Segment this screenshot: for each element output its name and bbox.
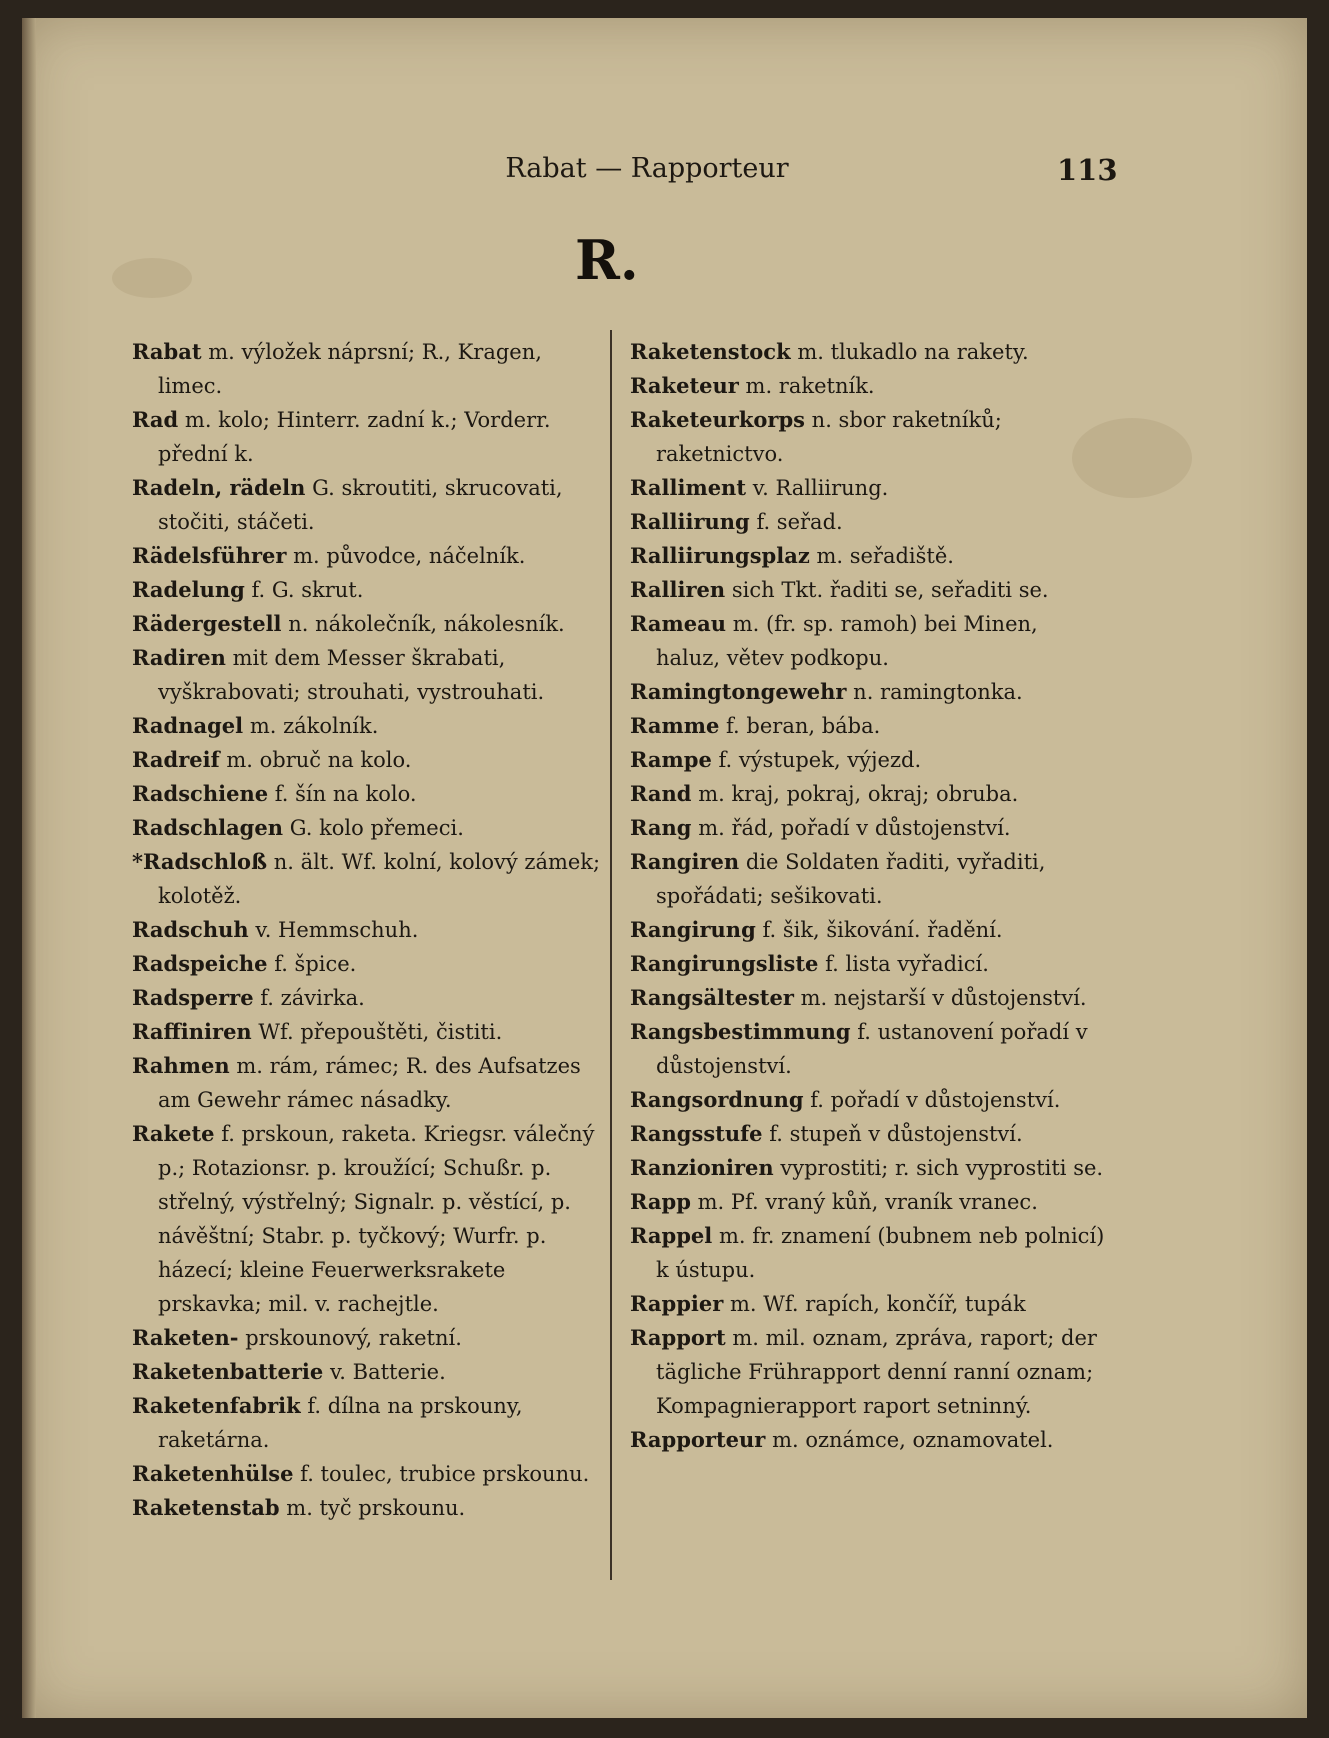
entry-headword: Rangiren: [630, 849, 740, 874]
entry-headword: Radsperre: [132, 985, 254, 1010]
dictionary-entry: [132, 573, 612, 607]
dictionary-entry: [630, 1015, 1105, 1083]
dictionary-entry: [132, 607, 612, 641]
entry-definition: n. sbor raketníků; raketnictvo.: [656, 408, 1002, 466]
dictionary-entry: [630, 573, 1105, 607]
dictionary-entry: [132, 1015, 612, 1049]
dictionary-entry: [630, 743, 1105, 777]
entry-definition: sich Tkt. řaditi se, seřaditi se.: [731, 578, 1049, 602]
entry-definition: f. beran, bába.: [726, 714, 881, 738]
entry-headword: Raketenfabrik: [132, 1393, 301, 1418]
entry-headword: *Radschloß: [132, 849, 268, 874]
entry-definition: mit dem Messer škrabati, vyškrabovati; strouhati, vystrouhati.: [158, 646, 545, 704]
entry-definition: vyprostiti; r. sich vyprostiti se.: [780, 1156, 1104, 1180]
dictionary-entry: [132, 743, 612, 777]
entry-definition: m. kraj, pokraj, okraj; obruba.: [698, 782, 1019, 806]
entry-definition: Wf. přepouštěti, čistiti.: [258, 1020, 503, 1044]
dictionary-entry: [132, 641, 612, 709]
entry-headword: Rabat: [132, 339, 202, 364]
left-column: [132, 335, 612, 1525]
entry-headword: Rappier: [630, 1291, 724, 1316]
entry-definition: n. nákolečník, nákolesník.: [288, 612, 565, 636]
entry-headword: Radreif: [132, 747, 220, 772]
dictionary-entry: [132, 811, 612, 845]
entry-definition: m. řád, pořadí v důstojenství.: [698, 816, 1011, 840]
entry-definition: m. oznámce, oznamovatel.: [772, 1428, 1054, 1452]
entry-definition: n. ramingtonka.: [853, 680, 1023, 704]
entry-headword: Raketenbatterie: [132, 1359, 324, 1384]
entry-headword: Rädelsführer: [132, 543, 287, 568]
entry-definition: G. kolo přemeci.: [289, 816, 464, 840]
entry-headword: Rapporteur: [630, 1427, 766, 1452]
running-head: Rabat — Rapporteur: [505, 153, 789, 184]
dictionary-entry: [630, 811, 1105, 845]
dictionary-entry: [132, 845, 612, 913]
dictionary-entry: [630, 1321, 1105, 1423]
entry-definition: f. seřad.: [756, 510, 843, 534]
entry-headword: Rangirungsliste: [630, 951, 819, 976]
entry-headword: Ralliirung: [630, 509, 750, 534]
entry-headword: Rädergestell: [132, 611, 282, 636]
dictionary-entry: [132, 1321, 612, 1355]
entry-headword: Rad: [132, 407, 179, 432]
entry-definition: v. Ralliirung.: [752, 476, 889, 500]
entry-definition: m. zákolník.: [249, 714, 379, 738]
dictionary-entry: [132, 947, 612, 981]
entry-definition: m. tyč prskounu.: [286, 1496, 466, 1520]
entry-definition: m. Wf. rapích, končíř, tupák: [730, 1292, 1026, 1316]
entry-headword: Ralliren: [630, 577, 726, 602]
entry-headword: Radiren: [132, 645, 226, 670]
entry-definition: f. dílna na prskouny, raketárna.: [158, 1394, 523, 1452]
entry-headword: Radschiene: [132, 781, 269, 806]
dictionary-entry: [630, 369, 1105, 403]
dictionary-entry: [132, 777, 612, 811]
entry-headword: Rappel: [630, 1223, 713, 1248]
entry-headword: Rahmen: [132, 1053, 230, 1078]
entry-definition: m. mil. oznam, zpráva, raport; der tägliche Frührapport denní ranní oznam; Kompagnierapport raport setninný.: [656, 1326, 1097, 1418]
entry-definition: m. fr. znamení (bubnem neb polnicí) k ústupu.: [656, 1224, 1105, 1282]
entry-definition: f. toulec, trubice prskounu.: [300, 1462, 590, 1486]
entry-headword: Rapp: [630, 1189, 691, 1214]
entry-headword: Rand: [630, 781, 692, 806]
entry-definition: m. raketník.: [745, 374, 875, 398]
entry-definition: n. ält. Wf. kolní, kolový zámek; kolotěž.: [158, 850, 601, 908]
entry-headword: Radeln, rädeln: [132, 475, 306, 500]
dictionary-entry: [630, 1423, 1105, 1457]
dictionary-entry: [132, 1491, 612, 1525]
entry-headword: Raketenstab: [132, 1495, 280, 1520]
dictionary-entry: [132, 403, 612, 471]
dictionary-entry: [630, 607, 1105, 675]
entry-definition: m. tlukadlo na rakety.: [797, 340, 1029, 364]
entry-definition: m. Pf. vraný kůň, vraník vranec.: [697, 1190, 1038, 1214]
entry-headword: Radelung: [132, 577, 245, 602]
dictionary-entry: [132, 709, 612, 743]
entry-definition: m. rám, rámec; R. des Aufsatzes am Gewehr rámec násadky.: [158, 1054, 581, 1112]
entry-definition: v. Hemmschuh.: [255, 918, 419, 942]
dictionary-entry: [132, 539, 612, 573]
entry-definition: m. seřadiště.: [816, 544, 954, 568]
dictionary-entry: [132, 1457, 612, 1491]
entry-headword: Rangsältester: [630, 985, 794, 1010]
entry-headword: Ralliment: [630, 475, 747, 500]
entry-definition: m. výložek náprsní; R., Kragen, limec.: [158, 340, 542, 398]
dictionary-entry: [630, 1117, 1105, 1151]
entry-headword: Rangirung: [630, 917, 756, 942]
entry-headword: Rangsordnung: [630, 1087, 804, 1112]
entry-headword: Raketen-: [132, 1325, 239, 1350]
paper-stain: [112, 258, 192, 298]
entry-headword: Raketeurkorps: [630, 407, 805, 432]
page-number: 113: [1057, 153, 1118, 187]
entry-headword: Rameau: [630, 611, 726, 636]
entry-definition: G. skroutiti, skrucovati, stočiti, stáčeti.: [158, 476, 563, 534]
dictionary-entry: [132, 335, 612, 403]
right-column: [630, 335, 1105, 1457]
entry-definition: f. G. skrut.: [251, 578, 364, 602]
entry-headword: Rangsstufe: [630, 1121, 763, 1146]
dictionary-entry: [630, 505, 1105, 539]
entry-definition: f. šik, šikování. řadění.: [762, 918, 1003, 942]
entry-headword: Rampe: [630, 747, 712, 772]
entry-definition: m. obruč na kolo.: [226, 748, 412, 772]
dictionary-entry: [630, 335, 1105, 369]
page-spine-shadow: [22, 18, 36, 1718]
page-header: [22, 153, 1307, 193]
entry-definition: f. výstupek, výjezd.: [718, 748, 922, 772]
entry-definition: prskounový, raketní.: [245, 1326, 462, 1350]
entry-definition: f. prskoun, raketa. Kriegsr. válečný p.; Rotazionsr. p. kroužící; Schußr. p. střelný, výstřelný; Signalr. p. věstící, p. návěštní; Stabr. p. tyčkový; Wurfr. p. házecí; kleine Feuerwerksrakete prskavka; mil. v. rachejtle.: [158, 1122, 595, 1316]
entry-headword: Radschlagen: [132, 815, 283, 840]
dictionary-entry: [630, 675, 1105, 709]
dictionary-entry: [630, 777, 1105, 811]
entry-definition: m. původce, náčelník.: [293, 544, 526, 568]
entry-headword: Raffiniren: [132, 1019, 252, 1044]
entry-headword: Rangsbestimmung: [630, 1019, 851, 1044]
dictionary-entry: [630, 913, 1105, 947]
dictionary-entry: [132, 1117, 612, 1321]
entry-definition: f. pořadí v důstojenství.: [810, 1088, 1061, 1112]
dictionary-entry: [630, 709, 1105, 743]
entry-headword: Radschuh: [132, 917, 249, 942]
dictionary-entry: [630, 1151, 1105, 1185]
entry-definition: f. ustanovení pořadí v důstojenství.: [656, 1020, 1088, 1078]
section-letter: R.: [575, 228, 639, 292]
entry-headword: Raketenstock: [630, 339, 791, 364]
dictionary-entry: [630, 1219, 1105, 1287]
entry-definition: f. závirka.: [260, 986, 365, 1010]
dictionary-entry: [132, 1049, 612, 1117]
entry-definition: f. stupeň v důstojenství.: [769, 1122, 1023, 1146]
dictionary-entry: [132, 1355, 612, 1389]
entry-headword: Ramme: [630, 713, 720, 738]
entry-definition: f. špice.: [274, 952, 357, 976]
dictionary-entry: [132, 1389, 612, 1457]
dictionary-entry: [630, 845, 1105, 913]
dictionary-entry: [630, 539, 1105, 573]
entry-headword: Rakete: [132, 1121, 215, 1146]
dictionary-entry: [630, 981, 1105, 1015]
dictionary-entry: [630, 1083, 1105, 1117]
dictionary-entry: [132, 981, 612, 1015]
entry-definition: v. Batterie.: [329, 1360, 446, 1384]
entry-headword: Radspeiche: [132, 951, 268, 976]
entry-definition: f. šín na kolo.: [274, 782, 417, 806]
entry-headword: Raketenhülse: [132, 1461, 294, 1486]
dictionary-entry: [132, 913, 612, 947]
entry-headword: Radnagel: [132, 713, 244, 738]
dictionary-entry: [630, 947, 1105, 981]
entry-headword: Ranzioniren: [630, 1155, 774, 1180]
dictionary-entry: [630, 471, 1105, 505]
entry-headword: Rapport: [630, 1325, 726, 1350]
entry-definition: m. (fr. sp. ramoh) bei Minen, haluz, větev podkopu.: [656, 612, 1038, 670]
entry-definition: m. kolo; Hinterr. zadní k.; Vorderr. přední k.: [158, 408, 551, 466]
entry-headword: Ramingtongewehr: [630, 679, 847, 704]
entry-headword: Ralliirungsplaz: [630, 543, 810, 568]
entry-definition: m. nejstarší v důstojenství.: [800, 986, 1087, 1010]
dictionary-entry: [630, 1287, 1105, 1321]
entry-headword: Rang: [630, 815, 692, 840]
entry-headword: Raketeur: [630, 373, 739, 398]
dictionary-entry: [132, 471, 612, 539]
dictionary-entry: [630, 1185, 1105, 1219]
entry-definition: die Soldaten řaditi, vyřaditi, spořádati; sešikovati.: [656, 850, 1046, 908]
dictionary-entry: [630, 403, 1105, 471]
entry-definition: f. lista vyřadicí.: [825, 952, 989, 976]
